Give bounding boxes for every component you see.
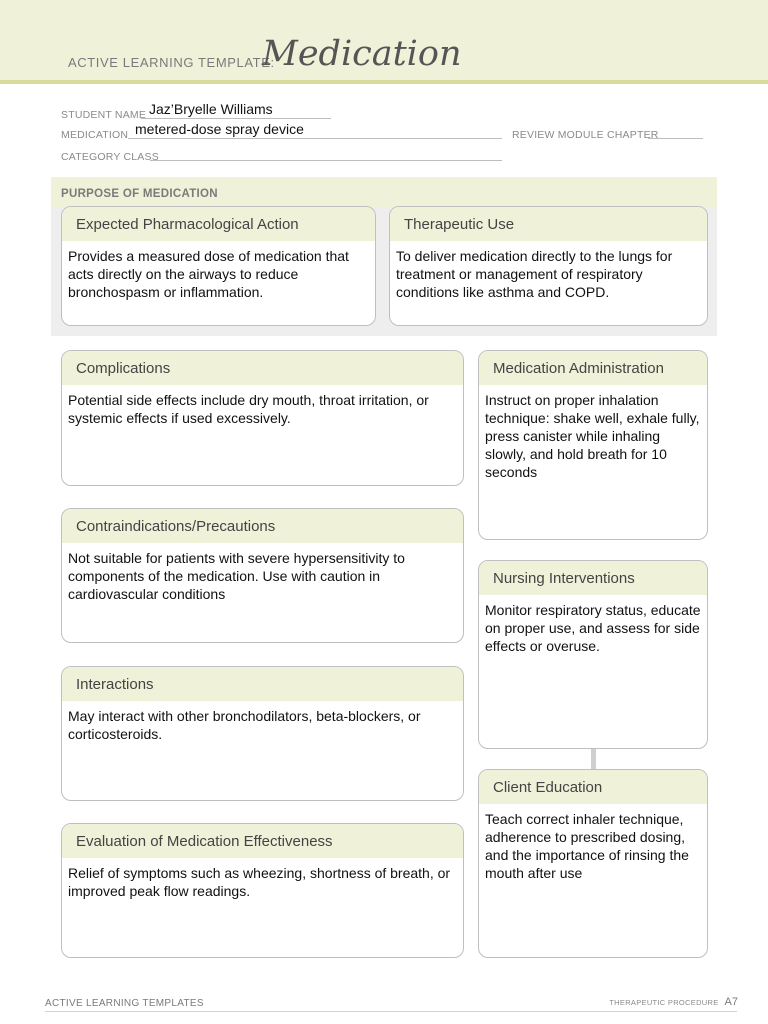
evaluation-box xyxy=(61,823,464,958)
nursing-interventions-body[interactable]: Monitor respiratory status, educate on proper use, and assess for side effects or overuse. xyxy=(485,602,701,654)
student-name-label: STUDENT NAME xyxy=(61,109,147,121)
evaluation-title: Evaluation of Medication Effectiveness xyxy=(62,824,463,858)
student-name-value[interactable]: Jaz’Bryelle Williams xyxy=(149,101,273,117)
therapeutic-use-box xyxy=(389,206,708,326)
medication-label: MEDICATION xyxy=(61,129,129,141)
medication-value[interactable]: metered-dose spray device xyxy=(135,121,304,137)
expected-action-title: Expected Pharmacological Action xyxy=(62,207,375,241)
footer-left: ACTIVE LEARNING TEMPLATES xyxy=(45,998,204,1009)
template-label: ACTIVE LEARNING TEMPLATE: xyxy=(68,55,275,70)
interactions-title: Interactions xyxy=(62,667,463,701)
complications-box xyxy=(61,350,464,486)
client-education-title: Client Education xyxy=(479,770,707,804)
footer-right-group xyxy=(609,996,738,1008)
complications-title: Complications xyxy=(62,351,463,385)
page-title: Medication xyxy=(262,34,462,74)
footer-page: A7 xyxy=(724,996,738,1008)
administration-title: Medication Administration xyxy=(479,351,707,385)
therapeutic-use-title: Therapeutic Use xyxy=(390,207,707,241)
footer-divider xyxy=(45,1011,737,1012)
administration-box xyxy=(478,350,708,540)
interactions-box xyxy=(61,666,464,801)
category-class-label: CATEGORY CLASS xyxy=(61,151,159,163)
client-education-box xyxy=(478,769,708,958)
medication-line xyxy=(128,138,502,139)
expected-action-body[interactable]: Provides a measured dose of medication that acts directly on the airways to reduce bronchospasm or inflammation. xyxy=(68,248,349,300)
category-class-line xyxy=(150,160,502,161)
review-module-label: REVIEW MODULE CHAPTER xyxy=(512,129,659,141)
expected-action-box xyxy=(61,206,376,326)
nursing-interventions-title: Nursing Interventions xyxy=(479,561,707,595)
client-education-body[interactable]: Teach correct inhaler technique, adherence to prescribed dosing, and the importance of rinsing the mouth after use xyxy=(485,811,689,881)
contraindications-body[interactable]: Not suitable for patients with severe hypersensitivity to components of the medication. Use with caution in cardiovascular conditions xyxy=(68,550,405,602)
contraindications-title: Contraindications/Precautions xyxy=(62,509,463,543)
review-module-line xyxy=(648,138,703,139)
connector-line xyxy=(591,749,596,769)
contraindications-box xyxy=(61,508,464,643)
footer-right: THERAPEUTIC PROCEDURE xyxy=(609,998,719,1007)
administration-body[interactable]: Instruct on proper inhalation technique: shake well, exhale fully, press canister while inhaling slowly, and hold breath for 10 seconds xyxy=(485,392,700,480)
complications-body[interactable]: Potential side effects include dry mouth, throat irritation, or systemic effects if used excessively. xyxy=(68,392,429,426)
interactions-body[interactable]: May interact with other bronchodilators, beta-blockers, or corticosteroids. xyxy=(68,708,421,742)
therapeutic-use-body[interactable]: To deliver medication directly to the lungs for treatment or management of respiratory conditions like asthma and COPD. xyxy=(396,248,673,300)
nursing-interventions-box xyxy=(478,560,708,749)
student-name-line xyxy=(141,118,331,119)
evaluation-body[interactable]: Relief of symptoms such as wheezing, shortness of breath, or improved peak flow readings. xyxy=(68,865,451,899)
purpose-title: PURPOSE OF MEDICATION xyxy=(61,188,218,200)
